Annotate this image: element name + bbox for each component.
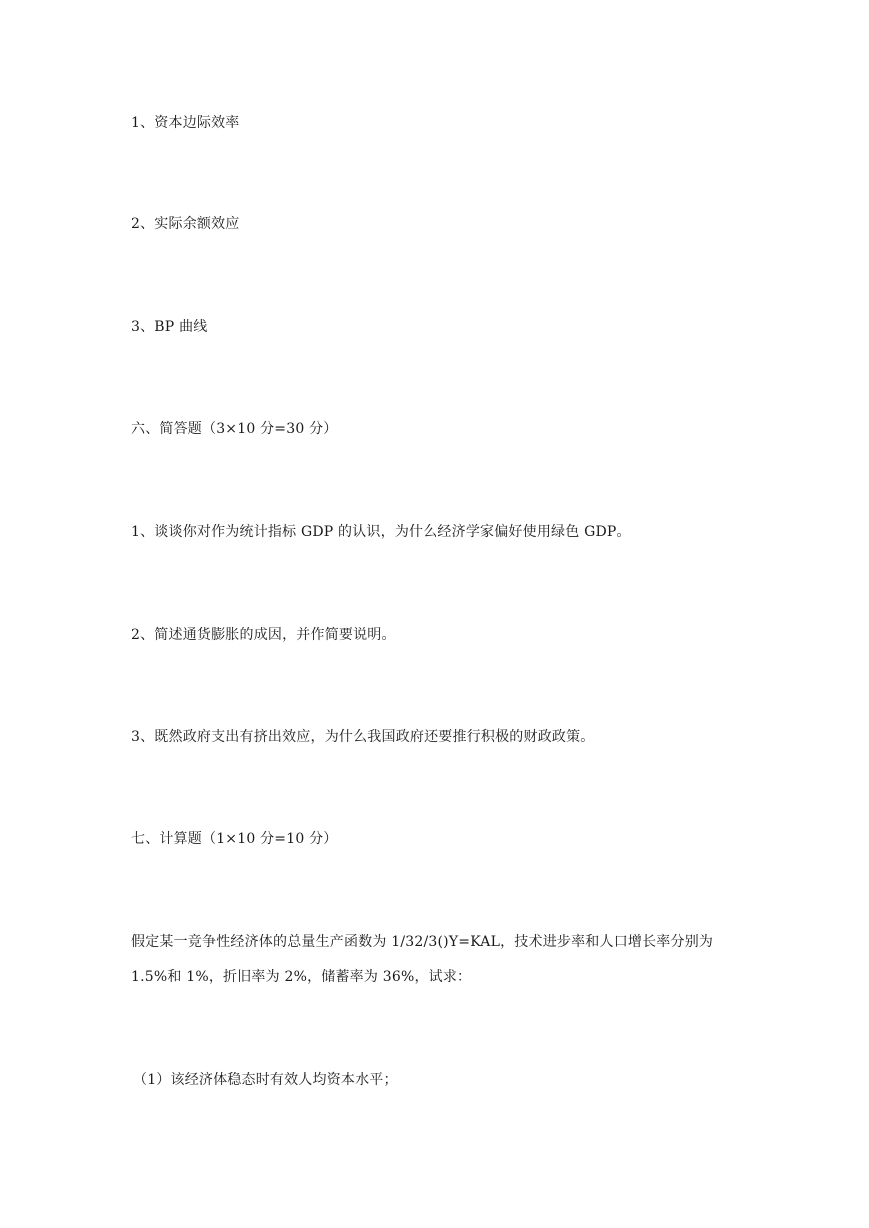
section-6-heading: 六、简答题（3×10 分=30 分） (131, 421, 338, 437)
calc-problem-line-1: 假定某一竞争性经济体的总量生产函数为 1/32/3()Y=KAL，技术进步率和人口增长率分别为 (131, 934, 714, 950)
short-answer-question-1: 1、谈谈你对作为统计指标 GDP 的认识，为什么经济学家偏好使用绿色 GDP。 (131, 524, 631, 540)
short-answer-question-3: 3、既然政府支出有挤出效应，为什么我国政府还要推行积极的财政政策。 (131, 729, 595, 745)
term-1: 1、资本边际效率 (131, 115, 240, 131)
short-answer-question-2: 2、简述通货膨胀的成因，并作简要说明。 (131, 627, 396, 643)
section-7-heading: 七、计算题（1×10 分=10 分） (131, 831, 338, 847)
calc-problem-line-2: 1.5%和 1%，折旧率为 2%，储蓄率为 36%，试求： (131, 969, 472, 985)
term-2: 2、实际余额效应 (131, 216, 240, 232)
calc-sub-question-1: （1）该经济体稳态时有效人均资本水平； (133, 1072, 398, 1088)
term-3: 3、BP 曲线 (131, 319, 208, 335)
